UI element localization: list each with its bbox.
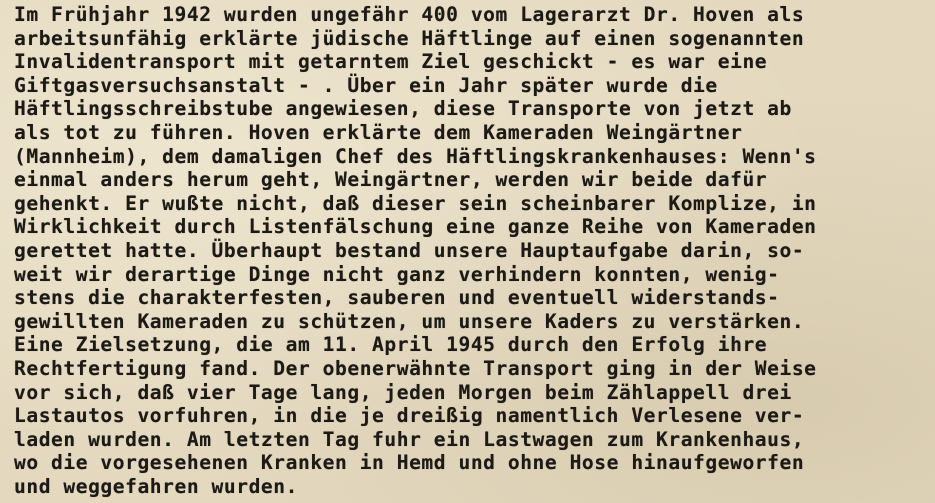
text-line-4: Giftgasversuchsanstalt - . Über ein Jahr später wurde die <box>14 73 718 97</box>
text-line-7: (Mannheim), dem damaligen Chef des Häftlingskrankenhauses: Wenn's <box>14 144 817 168</box>
document-text-block <box>14 3 929 498</box>
text-line-14: gewillten Kameraden zu schützen, um unsere Kaders zu verstärken. <box>14 309 805 333</box>
text-line-2: arbeitsunfähig erklärte jüdische Häftlinge auf einen sogenannten <box>14 26 805 50</box>
text-line-18: Lastautos vorfuhren, in die je dreißig namentlich Verlesene ver- <box>14 404 805 428</box>
text-line-11: gerettet hatte. Überhaupt bestand unsere Hauptaufgabe darin, so- <box>14 238 805 262</box>
text-line-13: stens die charakterfesten, sauberen und eventuell widerstands- <box>14 286 780 310</box>
text-line-15: Eine Zielsetzung, die am 11. April 1945 durch den Erfolg ihre <box>14 333 768 357</box>
text-line-21: und weggefahren wurden. <box>14 474 298 498</box>
text-line-16: Rechtfertigung fand. Der obenerwähnte Transport ging in der Weise <box>14 356 817 380</box>
text-line-5: Häftlingsschreibstube angewiesen, diese Transporte von jetzt ab <box>14 97 792 121</box>
text-line-10: Wirklichkeit durch Listenfälschung eine ganze Reihe von Kameraden <box>14 215 817 239</box>
text-line-8: einmal anders herum geht, Weingärtner, werden wir beide dafür <box>14 168 768 192</box>
text-line-20: wo die vorgesehenen Kranken in Hemd und ohne Hose hinaufgeworfen <box>14 451 805 475</box>
text-line-3: Invalidentransport mit getarntem Ziel geschickt - es war eine <box>14 50 768 74</box>
text-line-6: als tot zu führen. Hoven erklärte dem Kameraden Weingärtner <box>14 120 743 144</box>
text-line-12: weit wir derartige Dinge nicht ganz verhindern konnten, wenig- <box>14 262 780 286</box>
text-line-17: vor sich, daß vier Tage lang, jeden Morgen beim Zählappell drei <box>14 380 792 404</box>
text-line-19: laden wurden. Am letzten Tag fuhr ein Lastwagen zum Krankenhaus, <box>14 427 805 451</box>
text-line-1: Im Frühjahr 1942 wurden ungefähr 400 vom Lagerarzt Dr. Hoven als <box>14 3 805 26</box>
text-line-9: gehenkt. Er wußte nicht, daß dieser sein scheinbarer Komplize, in <box>14 191 817 215</box>
